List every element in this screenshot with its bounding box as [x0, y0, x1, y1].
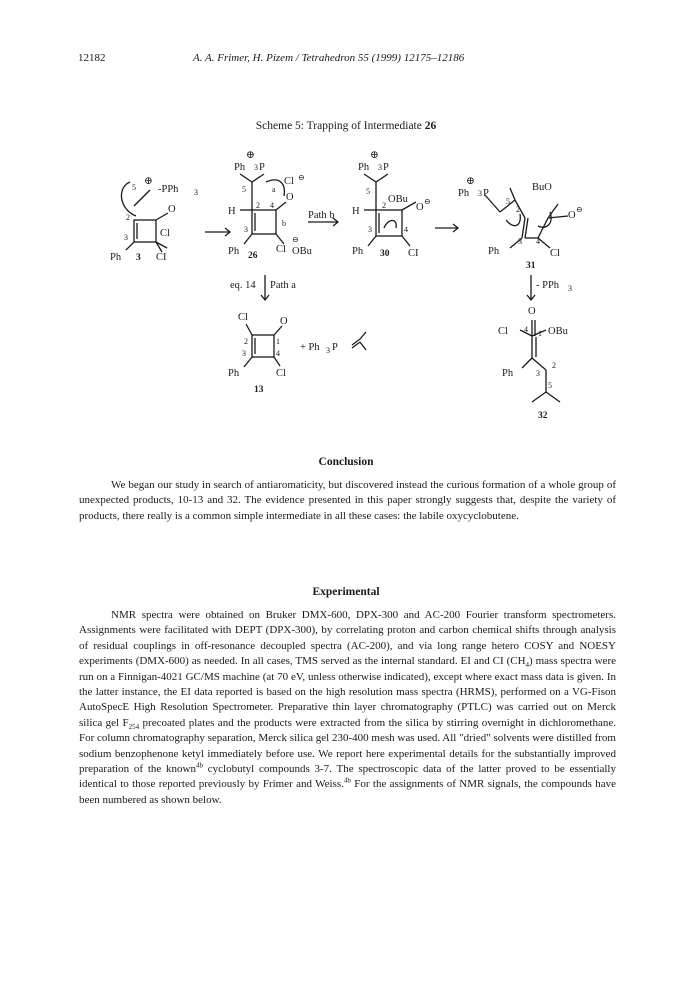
- scheme-title: [0, 120, 692, 132]
- charge-minus-26b: ⊖: [292, 235, 299, 244]
- svg-text:1: 1: [276, 337, 280, 346]
- o-label-30: O: [416, 202, 424, 213]
- compound-3-number: 3: [136, 253, 141, 263]
- svg-text:3: 3: [326, 346, 330, 355]
- svg-text:2: 2: [126, 213, 130, 222]
- cl-label-3b: CI: [156, 252, 167, 263]
- svg-text:2: 2: [256, 201, 260, 210]
- svg-text:2: 2: [382, 201, 386, 210]
- o-label-13: O: [280, 316, 288, 327]
- svg-text:3: 3: [254, 163, 258, 172]
- o-label-32: O: [528, 306, 536, 317]
- path-b-label: Path b: [308, 210, 335, 221]
- o-label-3: O: [168, 204, 176, 215]
- experimental-paragraph: [79, 608, 616, 808]
- svg-text:3: 3: [478, 189, 482, 198]
- path-a-label: Path a: [270, 280, 296, 291]
- o-label-31: O: [568, 210, 576, 221]
- experimental-text-5: For the assignments of NMR signals, the compounds have been numbered as shown below.: [79, 778, 616, 806]
- minus-pph3-label: - PPh: [536, 280, 560, 291]
- pph3-label-3: -PPh: [158, 184, 179, 195]
- f254-subscript: 254: [128, 723, 140, 732]
- charge-minus-31: ⊖: [576, 205, 583, 214]
- charge-plus-30: ⊕: [370, 150, 379, 161]
- cl-label-26b: Cl: [276, 244, 286, 255]
- svg-text:2: 2: [244, 337, 248, 346]
- conclusion-paragraph: We began our study in search of antiaromaticity, but discovered instead the curious formation of a whole group of unexpected products, 10-13 and 32. The evidence presented in this paper strongly suggests that, despite the variety of products, there really is a common simple intermediate in all these cases: the labile oxycyclobutene.: [79, 479, 616, 522]
- reference-superscript-1: 4b: [196, 761, 203, 770]
- ph-label-26: Ph: [228, 246, 240, 257]
- charge-plus-26: ⊕: [246, 150, 255, 161]
- experimental-heading: Experimental: [312, 586, 380, 598]
- svg-text:1: 1: [538, 329, 542, 338]
- ph-label-3: Ph: [110, 252, 122, 263]
- reference-superscript-2: 4b: [343, 776, 351, 785]
- svg-text:5: 5: [548, 381, 552, 390]
- charge-plus-31: ⊕: [466, 176, 475, 187]
- svg-text:3: 3: [518, 237, 522, 246]
- ph-label-31: Ph: [488, 246, 500, 257]
- svg-text:4: 4: [536, 237, 540, 246]
- cl-label-3a: Cl: [160, 228, 170, 239]
- compound-32-number: 32: [538, 411, 548, 421]
- svg-text:3: 3: [244, 225, 248, 234]
- experimental-text-2: ) mass spectra were run on a Finnigan-4021 GC/MS machine (at 70 eV, unless otherwise indicated), except where exact mass data is given. In the latter instance, the EI data reported is based on the high resolution mass spectra (HRMS), performed on a VG-Fison AutoSpecE High Resolution Spectrometer. Preparative thin layer chromatography (PTLC) was carried out on Merck silica gel F: [79, 655, 616, 729]
- cl-label-32: Cl: [498, 326, 508, 337]
- h-label-26: H: [228, 206, 236, 217]
- ph-label-32: Ph: [502, 368, 514, 379]
- svg-text:4: 4: [270, 201, 274, 210]
- svg-text:P: P: [259, 162, 265, 173]
- svg-text:5: 5: [506, 197, 510, 206]
- compound-13-number: 13: [254, 385, 264, 395]
- svg-text:3: 3: [242, 349, 246, 358]
- obu-label-32: OBu: [548, 326, 568, 337]
- reaction-scheme: [70, 140, 630, 440]
- ph-label-30: Ph: [352, 246, 364, 257]
- svg-text:4: 4: [276, 349, 280, 358]
- experimental-text-3: precoated plates and the products were extracted from the silica by stirring overnight in dichloromethane. For column chromatography separation, Merck silica gel 230-400 mesh was used. All "dried" solvents were distilled from sodium benzophenone ketyl immediately before use. We report here experimental details for the substantially improved preparation of the known: [79, 716, 616, 776]
- conclusion-heading: Conclusion: [318, 456, 374, 468]
- page-number: 12182: [78, 52, 106, 64]
- cl-label-26a: Cl: [284, 176, 294, 187]
- svg-text:5: 5: [366, 187, 370, 196]
- cl-label-13b: Cl: [276, 368, 286, 379]
- charge-plus-3: ⊕: [144, 176, 153, 187]
- running-head-citation: A. A. Frimer, H. Pizem / Tetrahedron 55 (1999) 12175–12186: [193, 52, 465, 64]
- ph3p-label-31: Ph: [458, 188, 470, 199]
- charge-minus-26: ⊖: [298, 173, 305, 182]
- eq14-label: eq. 14: [230, 280, 256, 291]
- ch4-subscript: 4: [525, 661, 530, 670]
- scheme-title-text: Scheme 5: Trapping of Intermediate: [255, 120, 425, 132]
- svg-text:2: 2: [516, 205, 520, 214]
- svg-text:3: 3: [568, 284, 572, 293]
- svg-text:3: 3: [194, 188, 198, 197]
- svg-text:3: 3: [378, 163, 382, 172]
- plus-ylide-label: + Ph: [300, 342, 320, 353]
- svg-text:P: P: [332, 342, 338, 353]
- svg-text:5: 5: [242, 185, 246, 194]
- label-b-26: b: [282, 219, 286, 228]
- compound-31-number: 31: [526, 261, 536, 271]
- svg-text:2: 2: [552, 361, 556, 370]
- h-label-30: H: [352, 206, 360, 217]
- obu-label-26: OBu: [292, 246, 312, 257]
- cl-label-30: CI: [408, 248, 419, 259]
- experimental-text-1: NMR spectra were obtained on Bruker DMX-600, DPX-300 and AC-200 Fourier transform spectrometers. Assignments were facilitated with DEPT (DPX-300), by correlating proton and carbon chemical shifts through analysis of residual couplings in off-resonance decoupled spectra (AC-200), and via long range hetero COSY and NOESY experiments (DMX-600) as needed. In all cases, TMS served as the internal standard. EI and CI (CH: [79, 609, 616, 668]
- compound-30-number: 30: [380, 249, 390, 259]
- buo-label-31: BuO: [532, 182, 552, 193]
- label-a-26: a: [272, 185, 276, 194]
- cl-label-13a: Cl: [238, 312, 248, 323]
- svg-text:3: 3: [124, 233, 128, 242]
- svg-text:3: 3: [368, 225, 372, 234]
- o-label-26: O: [286, 192, 294, 203]
- cl-label-31: Cl: [550, 248, 560, 259]
- svg-text:4: 4: [404, 225, 408, 234]
- svg-text:5: 5: [132, 183, 136, 192]
- ph-label-13: Ph: [228, 368, 240, 379]
- svg-text:3: 3: [536, 369, 540, 378]
- obu-label-30: OBu: [388, 194, 408, 205]
- experimental-text-4: cyclobutyl compounds 3-7. The spectroscopic data of the latter proved to be essentially identical to those reported previously by Frimer and Weiss.: [79, 763, 616, 791]
- svg-text:4: 4: [524, 325, 528, 334]
- charge-minus-30: ⊖: [424, 197, 431, 206]
- svg-text:P: P: [483, 188, 489, 199]
- ph3p-label-26: Ph: [234, 162, 246, 173]
- compound-26-number: 26: [248, 251, 258, 261]
- svg-text:P: P: [383, 162, 389, 173]
- scheme-title-compound: 26: [424, 120, 437, 132]
- ph3p-label-30: Ph: [358, 162, 370, 173]
